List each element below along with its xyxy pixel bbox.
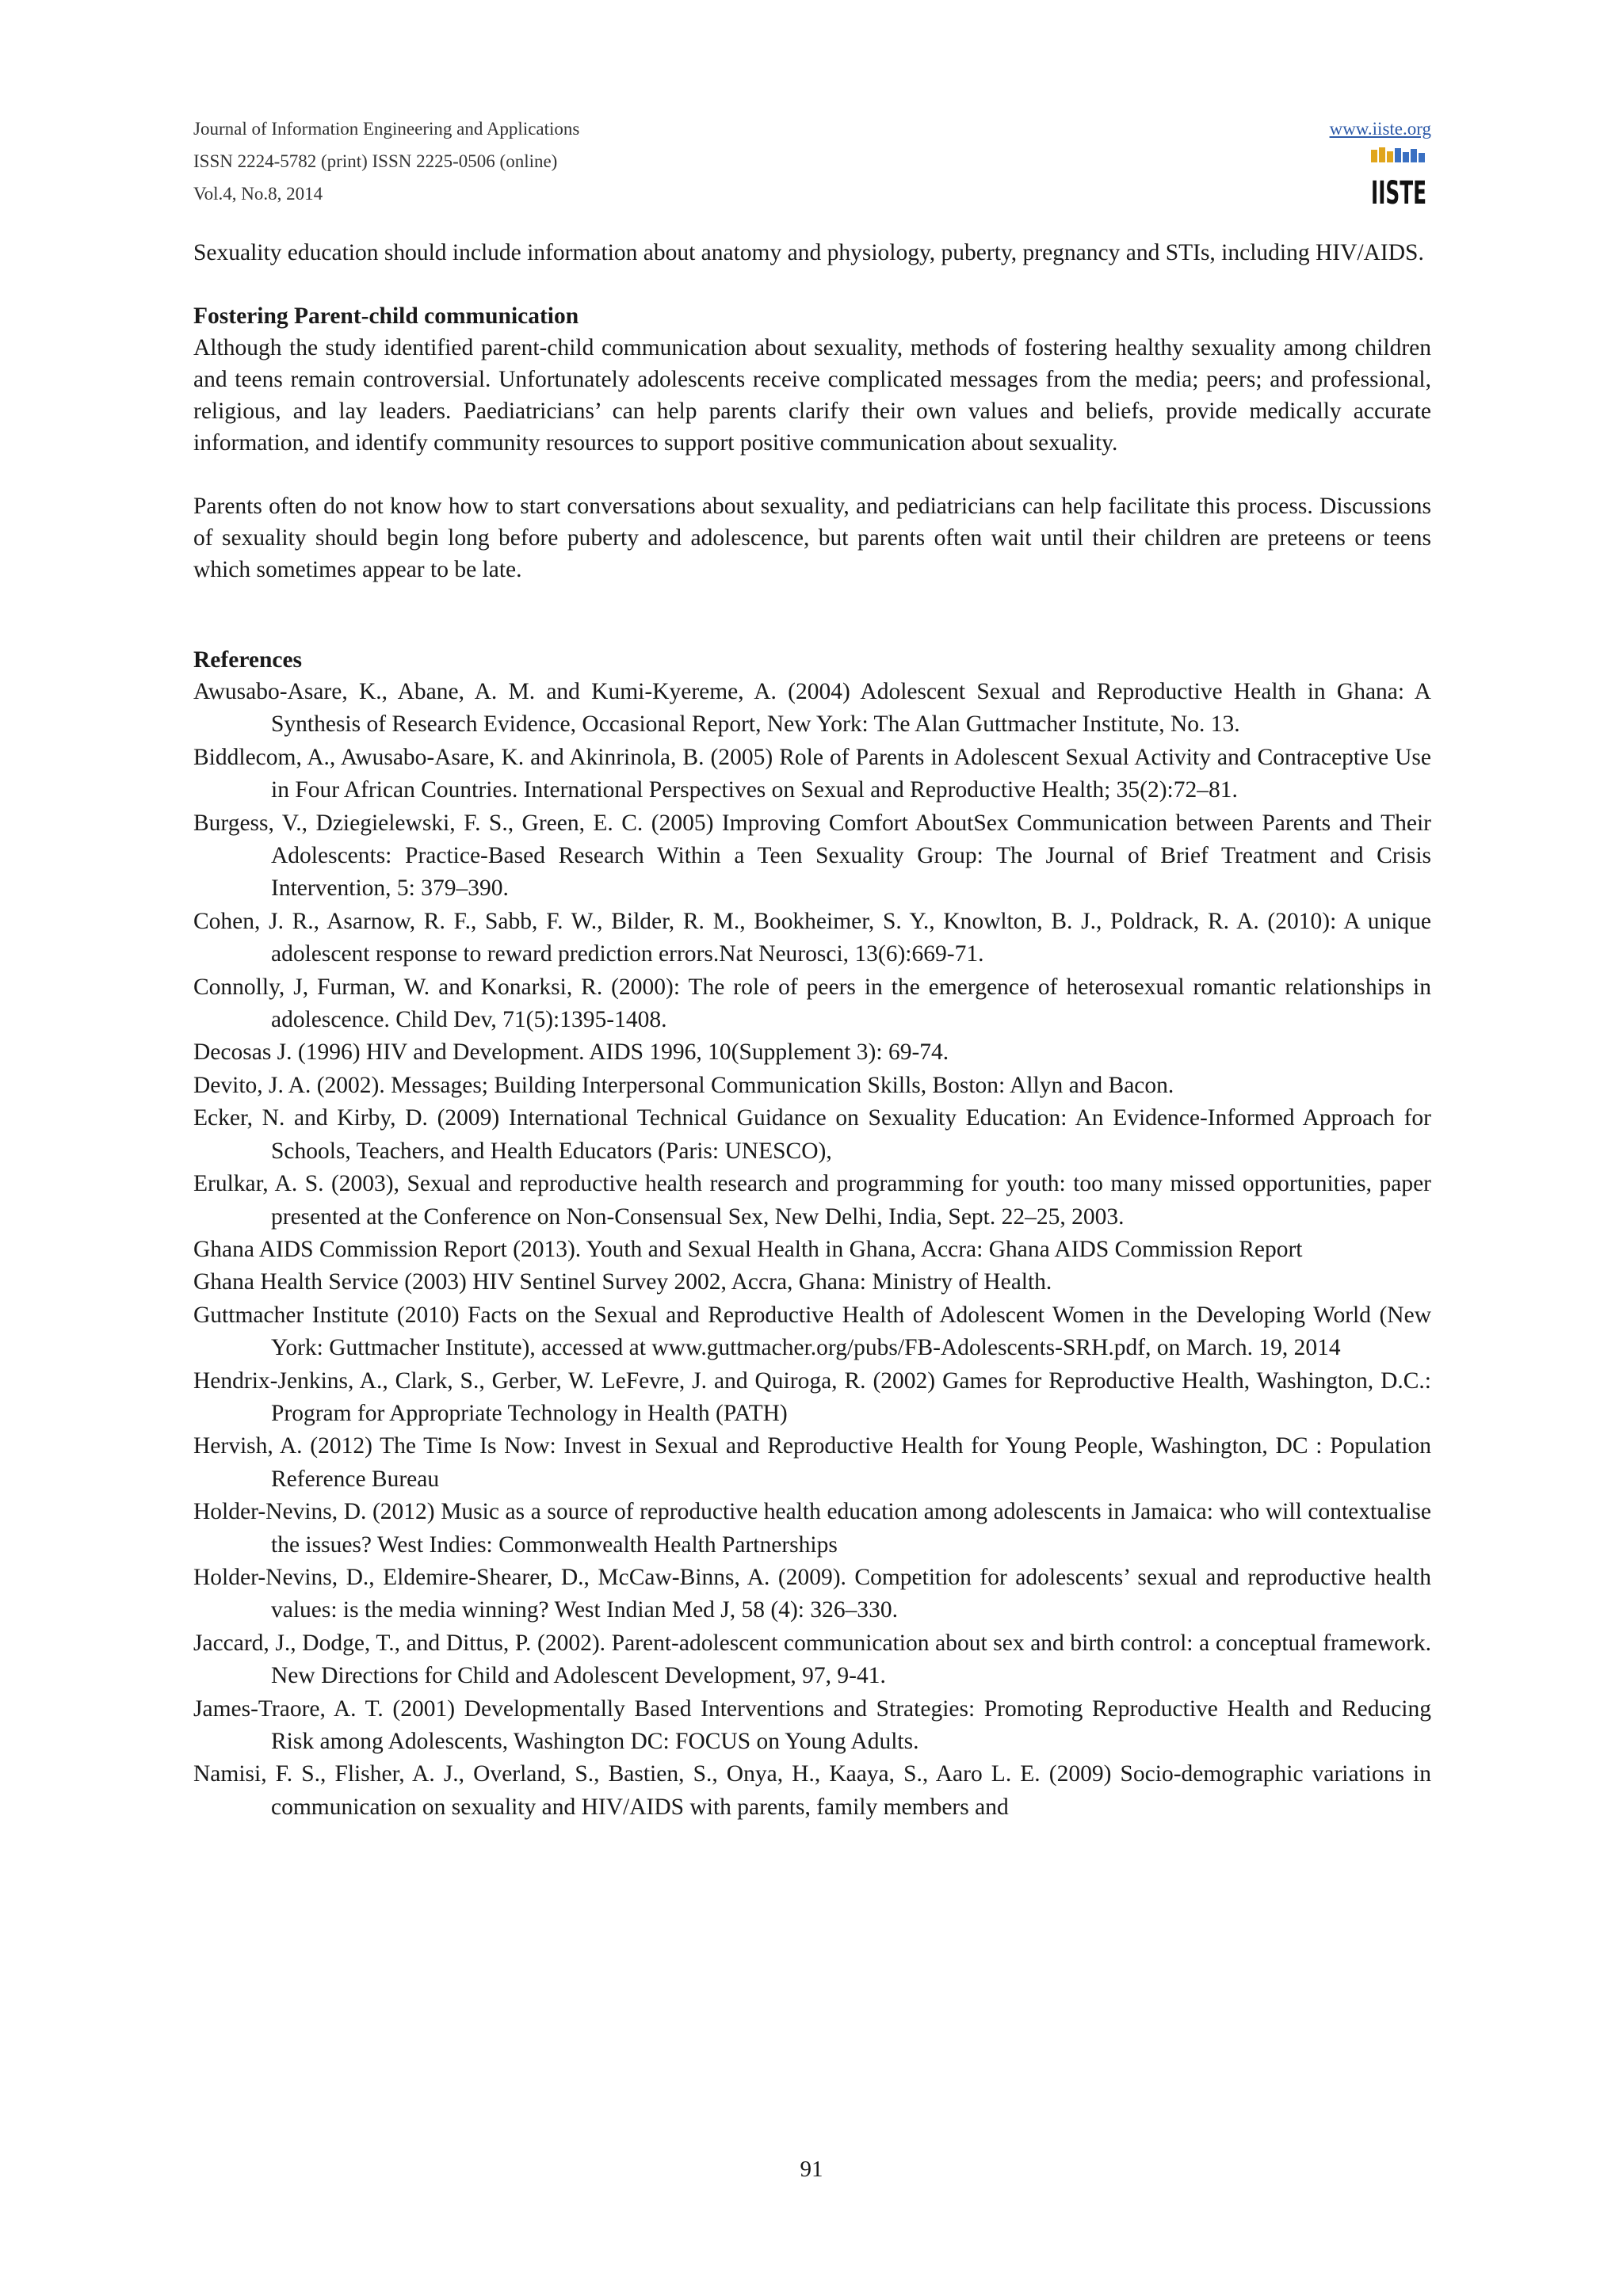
reference-item: Awusabo-Asare, K., Abane, A. M. and Kumi-Kyereme, A. (2004) Adolescent Sexual and Reproductive Health in Ghana: A Synthesis of Research Evidence, Occasional Report, New York: The Alan Guttmacher Institute, No. 13.: [193, 679, 1431, 738]
intro-paragraph: Sexuality education should include information about anatomy and physiology, puberty, pregnancy and STIs, including HIV/AIDS.: [193, 240, 1424, 265]
reference-item: Ghana Health Service (2003) HIV Sentinel Survey 2002, Accra, Ghana: Ministry of Health.: [193, 1269, 1052, 1295]
iiste-logo-icon: [1369, 147, 1428, 212]
references-heading: References: [193, 647, 303, 673]
journal-volume: Vol.4, No.8, 2014: [193, 184, 323, 204]
journal-title: Journal of Information Engineering and Applications: [193, 119, 580, 139]
reference-item: Ecker, N. and Kirby, D. (2009) International Technical Guidance on Sexuality Education: An Evidence-Informed Approach for Schools, Teachers, and Health Educators (Paris: UNESCO),: [193, 1105, 1431, 1164]
page-number: 91: [800, 2157, 823, 2182]
reference-item: Cohen, J. R., Asarnow, R. F., Sabb, F. W., Bilder, R. M., Bookheimer, S. Y., Knowlton, B. J., Poldrack, R. A. (2010): A unique adolescent response to reward prediction errors.Nat Neurosci, 13(6):669-71.: [193, 908, 1431, 967]
reference-item: Namisi, F. S., Flisher, A. J., Overland, S., Bastien, S., Onya, H., Kaaya, S., Aaro L. E. (2009) Socio-demographic variations in communication on sexuality and HIV/AIDS with parents, family members and: [193, 1761, 1431, 1820]
logo-text: IISTE: [1371, 175, 1426, 212]
reference-item: Biddlecom, A., Awusabo-Asare, K. and Akinrinola, B. (2005) Role of Parents in Adolescent Sexual Activity and Contraceptive Use in Four African Countries. International Perspectives on Sexual and Reproductive Health; 35(2):72–81.: [193, 744, 1431, 803]
reference-item: Guttmacher Institute (2010) Facts on the Sexual and Reproductive Health of Adolescent Women in the Developing World (New York: Guttmacher Institute), accessed at www.guttmacher.org/pubs/FB-Adolescents-SRH.pdf, on March. 19, 2014: [193, 1302, 1431, 1361]
reference-item: Hervish, A. (2012) The Time Is Now: Invest in Sexual and Reproductive Health for Young People, Washington, DC : Population Reference Bureau: [193, 1433, 1431, 1492]
section-paragraph-1: Although the study identified parent-child communication about sexuality, methods of fostering healthy sexuality among children and teens remain controversial. Unfortunately adolescents receive complicated messages from the media; peers; and professional, religious, and lay leaders. Paediatricians’ can help parents clarify their own values and beliefs, provide medically accurate information, and identify community resources to support positive communication about sexuality.: [193, 335, 1431, 456]
reference-item: James-Traore, A. T. (2001) Developmentally Based Interventions and Strategies: Promoting Reproductive Health and Reducing Risk among Adolescents, Washington DC: FOCUS on Young Adults.: [193, 1695, 1431, 1754]
reference-item: Holder-Nevins, D., Eldemire-Shearer, D., McCaw-Binns, A. (2009). Competition for adolescents’ sexual and reproductive health values: is the media winning? West Indian Med J, 58 (4): 326–330.: [193, 1564, 1431, 1623]
reference-item: Burgess, V., Dziegielewski, F. S., Green, E. C. (2005) Improving Comfort AboutSex Communication between Parents and Their Adolescents: Practice-Based Research Within a Teen Sexuality Group: The Journal of Brief Treatment and Crisis Intervention, 5: 379–390.: [193, 810, 1431, 902]
reference-item: Devito, J. A. (2002). Messages; Building Interpersonal Communication Skills, Boston: Allyn and Bacon.: [193, 1072, 1174, 1098]
reference-item: Holder-Nevins, D. (2012) Music as a source of reproductive health education among adolescents in Jamaica: who will contextualise the issues? West Indies: Commonwealth Health Partnerships: [193, 1499, 1431, 1558]
reference-item: Jaccard, J., Dodge, T., and Dittus, P. (2002). Parent-adolescent communication about sex and birth control: a conceptual framework. New Directions for Child and Adolescent Development, 97, 9-41.: [193, 1630, 1431, 1689]
reference-item: Erulkar, A. S. (2003), Sexual and reproductive health research and programming for youth: too many missed opportunities, paper presented at the Conference on Non-Consensual Sex, New Delhi, India, Sept. 22–25, 2003.: [193, 1171, 1431, 1230]
journal-issn: ISSN 2224-5782 (print) ISSN 2225-0506 (online): [193, 151, 558, 171]
reference-item: Decosas J. (1996) HIV and Development. AIDS 1996, 10(Supplement 3): 69-74.: [193, 1039, 949, 1066]
journal-website-link[interactable]: www.iiste.org: [1329, 119, 1431, 139]
journal-header: [193, 113, 1431, 212]
page-content: [193, 237, 1431, 1824]
section-paragraph-2: Parents often do not know how to start conversations about sexuality, and pediatricians can help facilitate this process. Discussions of sexuality should begin long before puberty and adolescence, but parents often wait until their children are preteens or teens which sometimes appear to be late.: [193, 494, 1431, 582]
reference-item: Connolly, J, Furman, W. and Konarksi, R. (2000): The role of peers in the emergence of heterosexual romantic relationships in adolescence. Child Dev, 71(5):1395-1408.: [193, 974, 1431, 1033]
reference-item: Ghana AIDS Commission Report (2013). Youth and Sexual Health in Ghana, Accra: Ghana AIDS Commission Report: [193, 1236, 1303, 1262]
references-list: [193, 676, 1431, 1824]
section-heading: Fostering Parent-child communication: [193, 303, 579, 329]
reference-item: Hendrix-Jenkins, A., Clark, S., Gerber, W. LeFevre, J. and Quiroga, R. (2002) Games for Reproductive Health, Washington, D.C.: Program for Appropriate Technology in Health (PATH): [193, 1367, 1431, 1426]
